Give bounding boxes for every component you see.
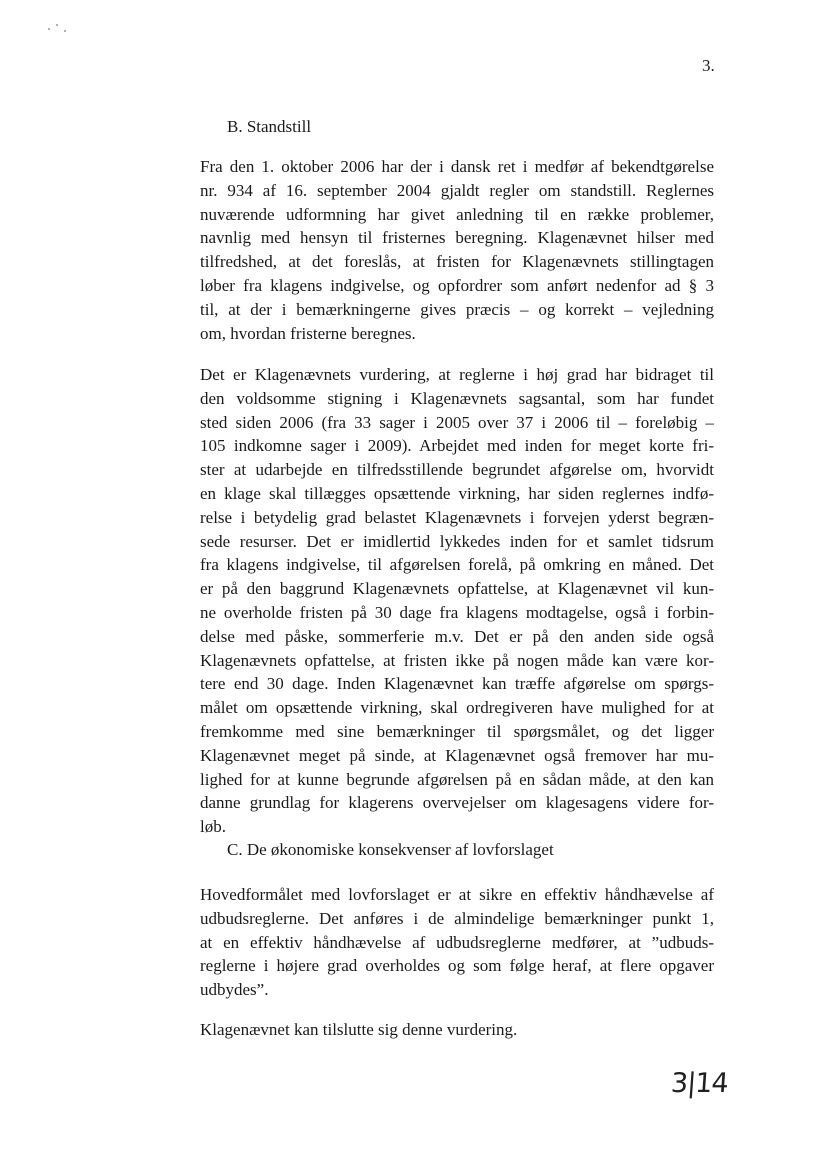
section-heading-c: C. De økonomiske konsekvenser af lovforslaget bbox=[227, 840, 554, 859]
text-line: målet om opsættende virkning, skal ordregiveren have mulighed for at bbox=[200, 698, 714, 718]
text-line: nuværende udformning har givet anledning til en række problemer, bbox=[200, 204, 714, 224]
text-line: lighed for at kunne begrunde afgørelsen på en sådan måde, at den kan bbox=[200, 769, 714, 789]
text-line: danne grundlag for klagerens overvejelser om klagesagens videre for- bbox=[200, 793, 714, 813]
text-line: ster at udarbejde en tilfredsstillende begrundet afgørelse om, hvorvidt bbox=[200, 460, 714, 480]
text-line: løber fra klagens indgivelse, og opfordrer som anført nedenfor ad § 3 bbox=[200, 275, 714, 295]
paragraph bbox=[200, 1018, 714, 1042]
text-line: relse i betydelig grad belastet Klagenævnets i forvejen yderst begræn- bbox=[200, 507, 714, 527]
text-line: reglerne i højere grad overholdes og som følge heraf, at flere opgaver bbox=[200, 956, 714, 976]
paragraph bbox=[200, 883, 714, 1002]
text-line: at en effektiv håndhævelse af udbudsreglerne medfører, at ”udbuds- bbox=[200, 932, 714, 952]
text-line: navnlig med hensyn til fristernes beregning. Klagenævnet hilser med bbox=[200, 228, 714, 248]
text-line: fremkomme med sine bemærkninger til spørgsmålet, og det ligger bbox=[200, 721, 714, 741]
text-line: tilfredshed, at det foreslås, at fristen for Klagenævnets stillingtagen bbox=[200, 252, 714, 272]
text-line: Klagenævnets opfattelse, at fristen ikke på nogen måde kan være kor- bbox=[200, 650, 714, 670]
text-line: fra klagens indgivelse, til afgørelsen forelå, på omkring en måned. Det bbox=[200, 555, 714, 575]
paragraph bbox=[200, 363, 714, 839]
text-line: Klagenævnet meget på sinde, at Klagenævnet også fremover har mu- bbox=[200, 745, 714, 765]
text-line: Hovedformålet med lovforslaget er at sikre en effektiv håndhævelse af bbox=[200, 885, 714, 904]
text-line: om, hvordan fristerne beregnes. bbox=[200, 323, 416, 343]
text-line: ne overholde fristen på 30 dage fra klagens modtagelse, også i forbin- bbox=[200, 602, 714, 622]
text-line: sede resurser. Det er imidlertid lykkedes inden for et samlet tidsrum bbox=[200, 531, 714, 551]
text-line: Det er Klagenævnets vurdering, at reglerne i høj grad har bidraget til bbox=[200, 365, 714, 384]
text-line: udbudsreglerne. Det anføres i de almindelige bemærkninger punkt 1, bbox=[200, 908, 714, 928]
text-line: sted siden 2006 (fra 33 sager i 2005 over 37 i 2006 til – foreløbig – bbox=[200, 412, 714, 432]
handwritten-page-mark: 3|14 bbox=[669, 1068, 729, 1099]
text-line: delse med påske, sommerferie m.v. Det er på den anden side også bbox=[200, 626, 714, 646]
text-line: udbydes”. bbox=[200, 980, 269, 1000]
scan-specks bbox=[48, 24, 70, 32]
text-line: til, at der i bemærkningerne gives præcis – og korrekt – vejledning bbox=[200, 299, 714, 319]
text-line: løb. bbox=[200, 817, 226, 837]
text-line: Klagenævnet kan tilslutte sig denne vurdering. bbox=[200, 1020, 518, 1039]
text-line: er på den baggrund Klagenævnets opfattelse, at Klagenævnet vil kun- bbox=[200, 579, 714, 599]
paragraph bbox=[200, 155, 714, 345]
text-line: tere end 30 dage. Inden Klagenævnet kan træffe afgørelse om spørgs- bbox=[200, 674, 714, 694]
text-line: 105 indkomne sager i 2009). Arbejdet med inden for meget korte fri- bbox=[200, 436, 714, 456]
page-number: 3. bbox=[702, 56, 715, 75]
section-heading-b: B. Standstill bbox=[227, 117, 312, 136]
text-line: Fra den 1. oktober 2006 har der i dansk ret i medfør af bekendtgørelse bbox=[200, 157, 714, 176]
text-line: den voldsomme stigning i Klagenævnets sagsantal, som har fundet bbox=[200, 388, 714, 408]
text-line: nr. 934 af 16. september 2004 gjaldt regler om standstill. Reglernes bbox=[200, 180, 714, 200]
text-line: en klage skal tillægges opsættende virkning, har siden reglernes indfø- bbox=[200, 483, 714, 503]
